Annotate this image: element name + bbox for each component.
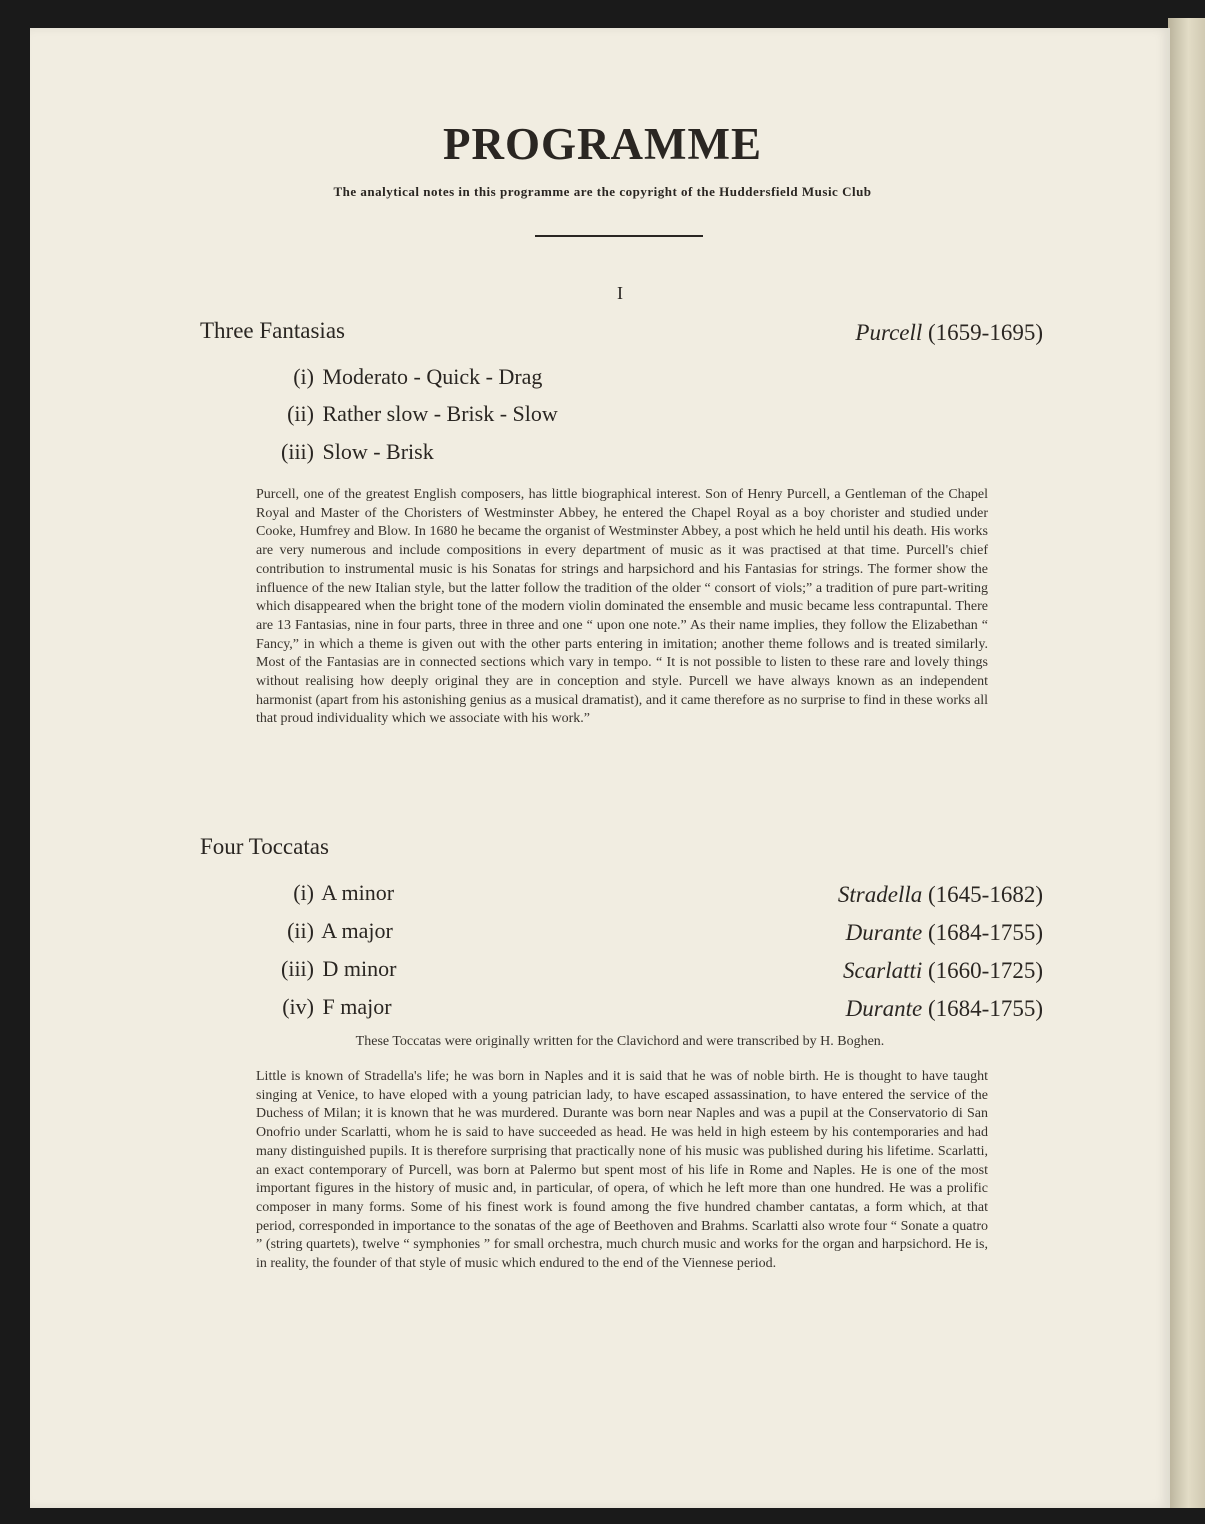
composer-name: Durante	[845, 920, 923, 945]
toccata-key: A major	[321, 918, 393, 943]
movement-item	[268, 439, 434, 465]
movement-label: Slow - Brisk	[322, 439, 434, 464]
movement-label: Moderato - Quick - Drag	[322, 364, 543, 389]
programme-page	[30, 28, 1170, 1508]
transcription-note: These Toccatas were originally written for the Clavichord and were transcribed by H. Boghen.	[355, 1034, 885, 1049]
toccata-item	[268, 956, 396, 982]
composer-name: Stradella	[837, 882, 923, 907]
toccata-item	[268, 918, 393, 944]
movement-item	[268, 364, 542, 390]
composer-name: Purcell	[855, 320, 923, 345]
toccatas-note: Little is known of Stradella's life; he was born in Naples and it is said that he was of noble birth. He is thought to have taught singing at Venice, to have eloped with a young patrician lady, to have escaped assassination, to have entered the service of the Duchess of Milan; it is known that he was murdered. Durante was born near Naples and was a pupil at the Conservatorio di San Onofrio under Scarlatti, whom he is said to have succeeded as head. He was held in high esteem by his contemporaries and had many distinguished pupils. It is therefore surprising that practically none of his music was published during his lifetime. Scarlatti, an exact contemporary of Purcell, was born at Palermo but spent most of his life in Rome and Naples. He is one of the most important figures in the history of music and, in particular, of opera, of which he left more than one hundred. He was a prolific composer in many forms. Some of his finest work is found among the five hundred chamber cantatas, a form which, at that period, corresponded in importance to the sonatas of the age of Beethoven and Brahms. Scarlatti also wrote four “ Sonate a quatro ” (string quartets), twelve “ symphonies ” for small orchestra, much church music and works for the organ and harpsichord. He is, in reality, the founder of that style of music which endured to the end of the Viennese period.	[256, 1069, 988, 1272]
movement-number: (ii)	[287, 401, 314, 426]
movement-item	[268, 401, 558, 427]
toccata-composer	[846, 996, 1043, 1022]
toccata-item	[268, 994, 392, 1020]
composer-name: Scarlatti	[843, 958, 923, 983]
toccata-number: (ii)	[287, 918, 314, 943]
copyright-subtitle: The analytical notes in this programme are the copyright of the Huddersfield Music Club	[333, 184, 872, 199]
title-divider	[535, 235, 703, 237]
composer-dates: (1684-1755)	[928, 920, 1043, 945]
composer-dates: (1660-1725)	[928, 958, 1043, 983]
toccata-item	[268, 880, 394, 906]
movement-number: (iii)	[281, 439, 314, 464]
booklet-edge	[1168, 18, 1205, 1508]
toccata-key: F major	[322, 994, 392, 1019]
composer-dates: (1684-1755)	[928, 996, 1043, 1021]
movement-label: Rather slow - Brisk - Slow	[322, 401, 558, 426]
toccata-key: A minor	[321, 880, 395, 905]
fantasias-note: Purcell, one of the greatest English composers, has little biographical interest. Son of Henry Purcell, a Gentleman of the Chapel Royal and Master of the Choristers of Westminster Abbey, he entered the Chapel Royal as a boy chorister and studied under Cooke, Humfrey and Blow. In 1680 he became the organist of Westminster Abbey, a post which he held until his death. His works are very numerous and include compositions in every department of music as it was practised at that time. Purcell's chief contribution to instrumental music is his Sonatas for strings and harpsichord and his Fantasias for strings. The former show the influence of the new Italian style, but the latter follow the tradition of the older “ consort of viols;” a tradition of pure part-writing which disappeared when the bright tone of the modern violin dominated the ensemble and music became less contrapuntal. There are 13 Fantasias, nine in four parts, three in three and one “ upon one note.” As their name implies, they follow the Elizabethan “ Fancy,” in which a theme is given out with the other parts entering in imitation; another theme follows and is treated similarly. Most of the Fantasias are in connected sections which vary in tempo. “ It is not possible to listen to these rare and lovely things without realising how deeply original they are in conception and style. Purcell we have always known as an independent harmonist (apart from his astonishing genius as a musical dramatist), and it came therefore as no surprise to find in these works all that proud individuality which we associate with his work.”	[256, 487, 988, 727]
fantasias-composer	[855, 320, 1043, 346]
page-title: PROGRAMME	[443, 119, 762, 169]
toccata-number: (i)	[293, 880, 314, 905]
composer-name: Durante	[845, 996, 923, 1021]
toccata-composer	[838, 882, 1043, 908]
toccatas-heading: Four Toccatas	[200, 834, 329, 859]
toccata-composer	[846, 920, 1043, 946]
composer-dates: (1645-1682)	[928, 882, 1043, 907]
toccata-number: (iii)	[281, 956, 314, 981]
toccata-composer	[843, 958, 1043, 984]
toccata-key: D minor	[322, 956, 397, 981]
fantasias-heading: Three Fantasias	[200, 318, 345, 343]
section-numeral: I	[617, 283, 623, 303]
composer-dates: (1659-1695)	[928, 320, 1043, 345]
movement-number: (i)	[293, 364, 314, 389]
toccata-number: (iv)	[282, 994, 314, 1019]
